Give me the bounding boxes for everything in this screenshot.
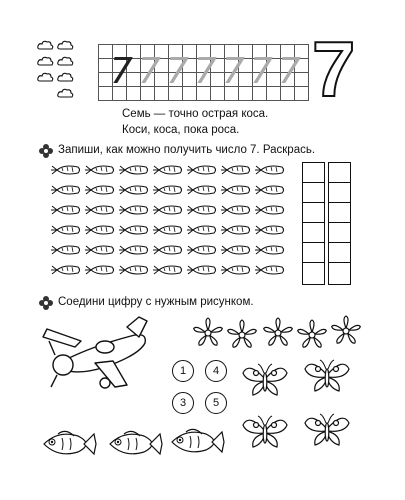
- trace-digit: 7: [166, 51, 189, 92]
- task-1-instruction: Запиши, как можно получить число 7. Раскрась.: [58, 144, 316, 156]
- butterfly-picture: [243, 364, 287, 395]
- trace-digit: 7: [194, 51, 217, 92]
- fish-picture: [110, 431, 162, 454]
- butterfly-picture: [243, 416, 287, 447]
- task-2-instruction: Соедини цифру с нужным рисунком.: [58, 296, 254, 308]
- cloud-tally: [35, 38, 87, 105]
- flower-picture: [193, 318, 223, 346]
- answer-box[interactable]: [302, 262, 325, 285]
- trace-digit: 7: [138, 51, 161, 92]
- cloud-icon: [38, 57, 53, 65]
- butterfly-picture: [305, 414, 349, 445]
- cloud-icon: [58, 41, 73, 49]
- carrot-row: [51, 266, 284, 274]
- answer-box[interactable]: [328, 262, 351, 285]
- poem-line-2: Коси, коса, пока роса.: [122, 124, 240, 136]
- fish-picture: [44, 431, 96, 454]
- cloud-icon: [58, 73, 73, 81]
- trace-digit-solid: 7: [110, 51, 133, 92]
- cloud-icons: [35, 38, 95, 100]
- carrot-row: [51, 206, 284, 214]
- number-choice-3[interactable]: 3: [172, 392, 194, 414]
- airplane-picture[interactable]: [35, 315, 165, 395]
- trace-digit: 7: [222, 51, 245, 92]
- flower-picture: [263, 318, 293, 346]
- number-choice-4[interactable]: 4: [205, 360, 227, 382]
- carrot-row: [51, 226, 284, 234]
- big-digit-seven: 7: [312, 25, 356, 113]
- clover-icon: [38, 143, 54, 159]
- trace-digit: 7: [278, 51, 301, 92]
- poem-line-1: Семь — точно острая коса.: [122, 108, 269, 120]
- carrot-grid: [48, 160, 293, 290]
- trace-digit: 7: [250, 51, 273, 92]
- cloud-icon: [38, 73, 53, 81]
- carrot-row: [51, 246, 284, 254]
- carrot-row: [51, 166, 284, 174]
- number-choice-5[interactable]: 5: [205, 392, 227, 414]
- cloud-icon: [38, 41, 53, 49]
- fish-row[interactable]: [40, 420, 230, 470]
- clover-icon: [38, 295, 54, 311]
- number-choice-1[interactable]: 1: [172, 360, 194, 382]
- cloud-icon: [58, 57, 73, 65]
- butterfly-picture: [305, 360, 349, 391]
- cloud-icon: [58, 89, 73, 97]
- butterflies-group[interactable]: [235, 355, 395, 465]
- flower-picture: [227, 320, 257, 348]
- carrot-row: [51, 186, 284, 194]
- handwriting-grid[interactable]: [98, 44, 309, 101]
- flowers-row: [190, 315, 370, 353]
- fish-picture: [172, 429, 224, 452]
- flower-picture: [297, 320, 327, 348]
- flower-picture: [331, 316, 361, 344]
